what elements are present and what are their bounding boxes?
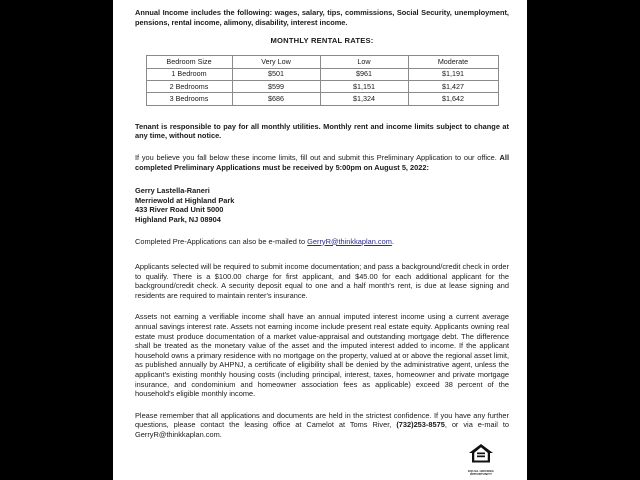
table-row	[146, 68, 498, 80]
email-instructions-line	[135, 237, 509, 247]
cell-bedroom-size: 1 Bedroom	[146, 68, 232, 80]
spacer	[135, 300, 509, 312]
cell-very-low: $686	[232, 93, 320, 105]
spacer	[135, 225, 509, 237]
cell-bedroom-size: 3 Bedrooms	[146, 93, 232, 105]
applicants-screening-paragraph: Applicants selected will be required to submit income documentation; and pass a background/credit check in order to qualify. There is a $100.00 charge for first applicant, and $45.00 for each additional applicant for the background/credit check. A security deposit equal to one and a half month's rent, is due at lease signing and residents are required to maintain renter's insurance.	[135, 262, 509, 300]
cell-low: $961	[320, 68, 408, 80]
column-header-bedroom-size: Bedroom Size	[146, 56, 232, 68]
logo-label-line2: OPPORTUNITY	[470, 472, 492, 477]
intro-paragraph: Annual Income includes the following: wages, salary, tips, commissions, Social Security, unemployment, pensions, rental income, alimony, disability, interest income.	[135, 8, 509, 27]
cell-bedroom-size: 2 Bedrooms	[146, 80, 232, 92]
spacer	[135, 27, 509, 36]
column-header-moderate: Moderate	[408, 56, 498, 68]
utilities-notice-paragraph: Tenant is responsible to pay for all monthly utilities. Monthly rent and income limits subject to change at any time, without notice.	[135, 121, 509, 141]
contact-city-state-zip: Highland Park, NJ 08904	[135, 214, 221, 224]
cell-moderate: $1,642	[408, 93, 498, 105]
closing-part-one: Please remember that all applications and documents are held in the strictest confidence. If you have any further questions, please contact the leasing office at Camelot at Toms River,	[135, 410, 509, 430]
assets-imputed-income-paragraph: Assets not earning a verifiable income shall have an annual imputed interest income using a current average annual savings interest rate. Assets not earning income include present real estate equity. Applicants owning real estate must produce documentation of a market value-appraisal and outstanding mortgage debt. The difference shall be treated as the monetary value of the asset and the imputed interest added to income. If the applicant household owns a primary residence with no mortgage on the property, valued at or above the regional asset limit, as published annually by AHPNJ, a certificate of eligibility shall be denied by the administrative agent, unless the applicant's existing monthly housing costs (including principal, interest, taxes, homeowner and private mortgage insurance, and condominium and homeowner association fees as applicable) exceed 38 percent of the household's eligible monthly income.	[135, 312, 509, 399]
closing-confidence-paragraph	[135, 411, 509, 440]
equal-housing-icon	[468, 443, 494, 464]
rental-rates-table	[146, 55, 499, 106]
closing-part-two: , or via e-mail to GerryR@thinkkaplan.com.	[135, 420, 509, 439]
spacer	[135, 45, 509, 55]
contact-street: 433 River Road Unit 5000	[135, 205, 224, 215]
column-header-very-low: Very Low	[232, 56, 320, 68]
submit-instructions-paragraph	[135, 153, 509, 172]
contact-property: Merriewold at Highland Park	[135, 195, 235, 205]
equal-housing-opportunity-logo	[459, 443, 503, 477]
contact-name: Gerry Lastella-Raneri	[135, 186, 210, 196]
cell-low: $1,151	[320, 80, 408, 92]
cell-low: $1,324	[320, 93, 408, 105]
submit-intro-text: If you believe you fall below these income limits, fill out and submit this Preliminary Application to our office.	[135, 152, 500, 162]
table-row	[146, 93, 498, 105]
spacer	[135, 141, 509, 153]
spacer	[135, 246, 509, 262]
email-line-suffix: .	[391, 236, 394, 246]
monthly-rental-rates-heading: MONTHLY RENTAL RATES:	[270, 36, 374, 46]
table-header-row	[146, 56, 498, 68]
document-page	[113, 0, 527, 480]
leasing-office-phone: (732)253-8575	[396, 420, 445, 430]
cell-moderate: $1,427	[408, 80, 498, 92]
email-link[interactable]: GerryR@thinkkaplan.com	[307, 236, 392, 246]
column-header-low: Low	[320, 56, 408, 68]
cell-very-low: $599	[232, 80, 320, 92]
table-row	[146, 80, 498, 92]
cell-moderate: $1,191	[408, 68, 498, 80]
spacer	[135, 399, 509, 411]
spacer	[135, 172, 509, 186]
submit-deadline-text: All completed Preliminary Applications must be received by 5:00pm on August 5, 2022:	[135, 152, 509, 172]
cell-very-low: $501	[232, 68, 320, 80]
email-line-prefix: Completed Pre-Applications can also be e-mailed to	[135, 236, 308, 246]
logo-label-line1: EQUAL HOUSING	[468, 468, 494, 473]
spacer	[135, 106, 509, 122]
